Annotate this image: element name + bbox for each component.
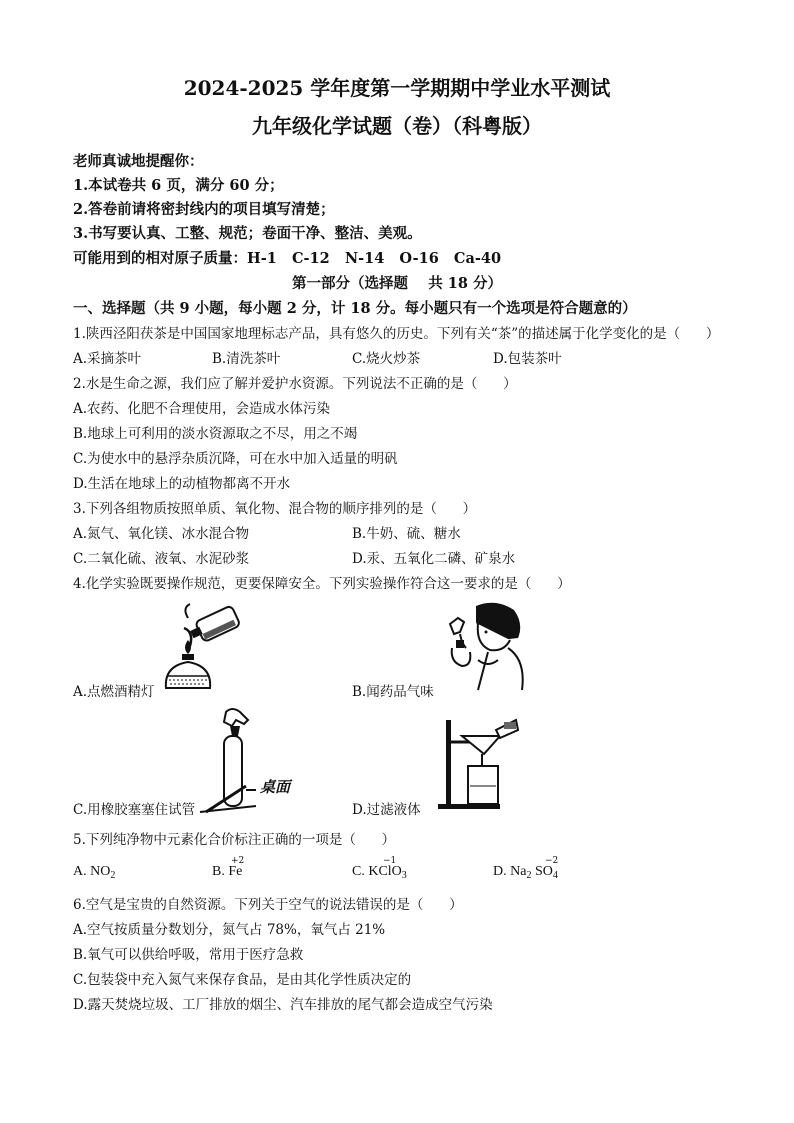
exam-subtitle: 九年级化学试题（卷）（科粤版） (252, 114, 542, 138)
question-5-stem: 5.下列纯净物中元素化合价标注正确的一项是（ ） (73, 832, 396, 848)
q6-option-a: A.空气按质量分数划分，氮气占 78%，氧气占 21% (73, 922, 386, 938)
table-surface-label: 桌面 (260, 778, 291, 796)
notice-item: 3.书写要认真、工整、规范；卷面干净、整洁、美观。 (73, 225, 422, 242)
notice-item: 1.本试卷共 6 页，满分 60 分； (73, 177, 284, 194)
notice-item: 2.答卷前请将密封线内的项目填写清楚； (73, 201, 335, 218)
q5-option-c-valence: −1 (383, 856, 397, 866)
q2-option-b: B.地球上可利用的淡水资源取之不尽，用之不竭 (73, 426, 358, 442)
question-6-stem: 6.空气是宝贵的自然资源。下列关于空气的说法错误的是（ ） (73, 897, 463, 913)
alcohol-lamp-figure (160, 600, 260, 695)
section-heading: 一、选择题（共 9 小题，每小题 2 分，计 18 分。每小题只有一个选项是符合题意的） (73, 300, 637, 317)
q3-option-b: B.牛奶、硫、糖水 (352, 526, 461, 542)
filtration-figure (436, 716, 544, 810)
question-1-stem: 1.陕西泾阳茯茶是中国国家地理标志产品，具有悠久的历史。下列有关“茶”的描述属于化学变化的是（ ） (73, 326, 720, 342)
q5-option-b: B. Fe (212, 864, 243, 879)
q5-option-b-valence: +2 (231, 856, 245, 866)
q1-option-b: B.清洗茶叶 (212, 351, 281, 367)
atomic-mass-line: 可能用到的相对原子质量：H-1 C-12 N-14 O-16 Ca-40 (73, 250, 502, 267)
smelling-chemical-figure (438, 600, 533, 692)
q2-option-a: A.农药、化肥不合理使用，会造成水体污染 (73, 401, 331, 417)
q3-option-d: D.汞、五氧化二磷、矿泉水 (352, 551, 516, 567)
q3-option-a: A.氮气、氧化镁、冰水混合物 (73, 526, 250, 542)
question-3-stem: 3.下列各组物质按照单质、氧化物、混合物的顺序排列的是（ ） (73, 501, 477, 517)
q2-option-c: C.为使水中的悬浮杂质沉降，可在水中加入适量的明矾 (73, 451, 398, 467)
q6-option-c: C.包装袋中充入氮气来保存食品，是由其化学性质决定的 (73, 972, 412, 988)
q5-option-d-valence: −2 (545, 856, 559, 866)
q5-option-c: C. KClO$_3$ (352, 864, 407, 881)
q4-option-a: A.点燃酒精灯 (73, 684, 155, 700)
q4-option-d: D.过滤液体 (352, 802, 421, 818)
question-2-stem: 2.水是生命之源，我们应了解并爱护水资源。下列说法不正确的是（ ） (73, 376, 517, 392)
q4-option-b: B.闻药品气味 (352, 684, 434, 700)
question-4-stem: 4.化学实验既要操作规范，更要保障安全。下列实验操作符合这一要求的是（ ） (73, 576, 571, 592)
notice-heading: 老师真诚地提醒你： (73, 153, 204, 170)
q1-option-a: A.采摘茶叶 (73, 351, 142, 367)
q5-option-d: D. $Na_2$ $SO_4$ (493, 864, 558, 881)
q2-option-d: D.生活在地球上的动植物都离不开水 (73, 476, 291, 492)
q6-option-b: B.氧气可以供给呼吸，常用于医疗急救 (73, 947, 304, 963)
q1-option-d: D.包装茶叶 (493, 351, 562, 367)
q4-option-c: C.用橡胶塞塞住试管 (73, 802, 196, 818)
part1-title: 第一部分（选择题 共 18 分） (292, 275, 502, 292)
q6-option-d: D.露天焚烧垃圾、工厂排放的烟尘、汽车排放的尾气都会造成空气污染 (73, 997, 493, 1013)
q3-option-c: C.二氧化硫、液氧、水泥砂浆 (73, 551, 250, 567)
q1-option-c: C.烧火炒茶 (352, 351, 421, 367)
q5-option-a: A. $NO_2$ (73, 864, 116, 881)
exam-title: 2024-2025 学年度第一学期期中学业水平测试 (183, 76, 611, 100)
stopper-test-tube-figure (196, 706, 316, 814)
